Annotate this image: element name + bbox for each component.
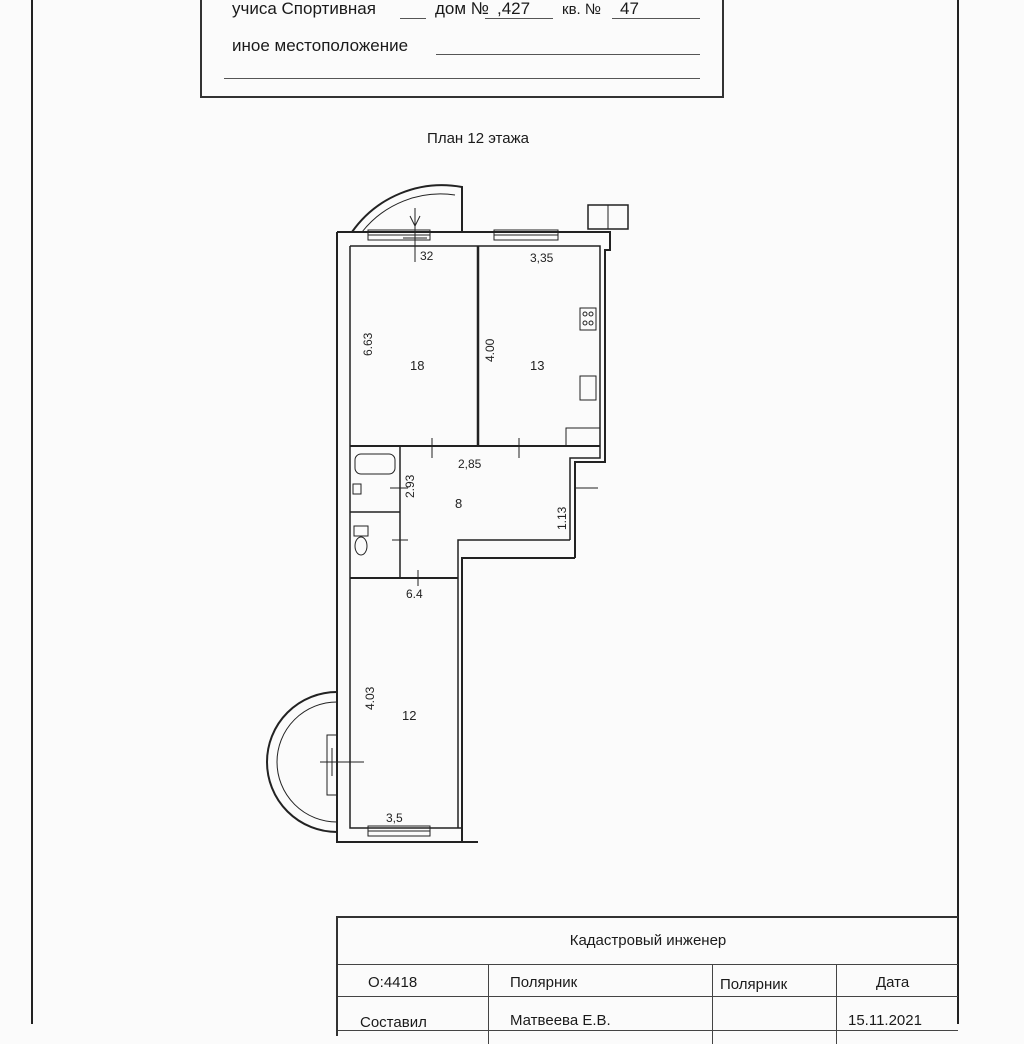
- kitchen-cabinet: [566, 428, 600, 446]
- stamp-role: Составил: [360, 1014, 427, 1031]
- house-label: дом №: [435, 0, 490, 18]
- north-balcony-inner: [362, 194, 455, 232]
- toilet-bowl: [355, 537, 367, 555]
- stamp-person: Матвеева Е.В.: [510, 1012, 611, 1029]
- toilet-tank: [354, 526, 368, 536]
- room1-area: 18: [410, 358, 425, 373]
- outer-wall-north-east: [337, 232, 610, 558]
- room4-extra: 6.4: [406, 587, 423, 601]
- room3-extra: 2.93: [403, 474, 417, 498]
- stamp-table: [336, 916, 958, 1036]
- bathtub: [355, 454, 395, 474]
- room3-length: 1.13: [555, 506, 569, 530]
- room1-width: 32: [420, 249, 434, 263]
- stamp-name1: Полярник: [510, 974, 578, 991]
- outer-wall-cut: [462, 558, 575, 842]
- room1-length: 6.63: [361, 332, 375, 356]
- stamp-date-label: Дата: [876, 974, 910, 991]
- kitchen-sink: [580, 376, 596, 400]
- street-label: учиса Спортивная: [232, 0, 376, 18]
- stamp-code: О:4418: [368, 974, 418, 991]
- room2-width: 3,35: [530, 251, 554, 265]
- room3-area: 8: [455, 496, 463, 511]
- stamp-name2: Полярник: [720, 976, 788, 993]
- inner-wall-north-east: [350, 246, 600, 540]
- plan-title: План 12 этажа: [427, 130, 529, 147]
- stamp-header: Кадастровый инженер: [569, 932, 727, 949]
- bath-sink: [353, 484, 361, 494]
- room2-length: 4.00: [483, 338, 497, 362]
- room4-area: 12: [402, 708, 417, 723]
- stove: [580, 308, 596, 330]
- room4-width: 3,5: [386, 811, 403, 825]
- house-number: ,427: [497, 0, 531, 18]
- inner-wall-cut: [458, 540, 570, 828]
- room2-area: 13: [530, 358, 545, 373]
- stamp-date: 15.11.2021: [848, 1012, 922, 1029]
- room4-length: 4.03: [363, 686, 377, 710]
- apt-label: кв. №: [562, 1, 601, 18]
- apt-number: 47: [620, 0, 639, 18]
- room3-width: 2,85: [458, 457, 482, 471]
- outer-wall-west: [337, 232, 478, 842]
- other-location-label: иное местоположение: [232, 36, 409, 55]
